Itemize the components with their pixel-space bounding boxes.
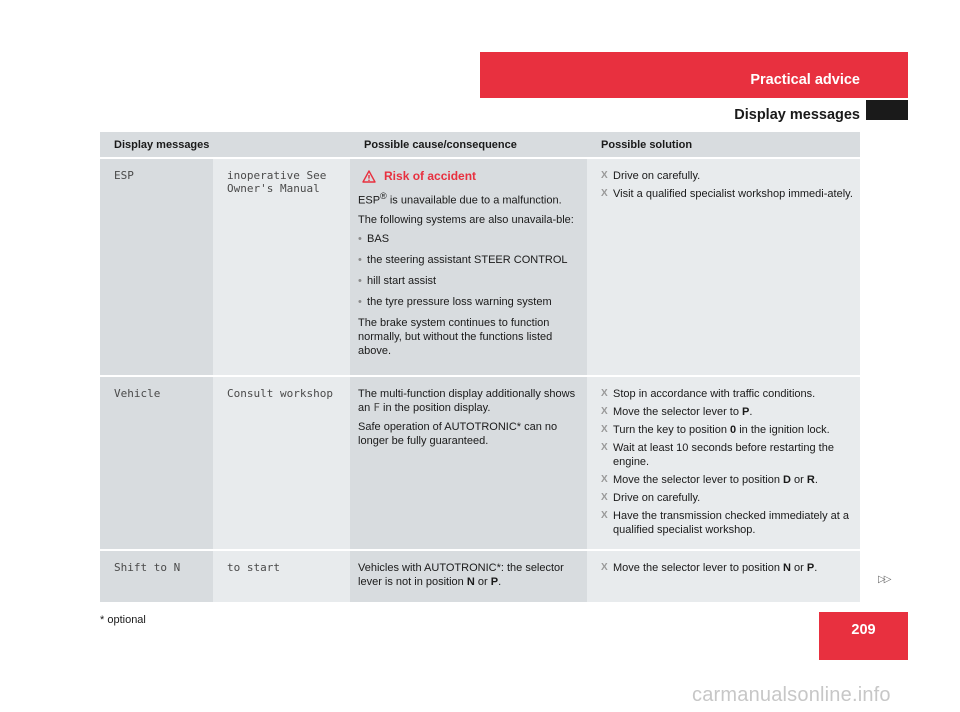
table-row (100, 551, 860, 604)
header-marker-block (866, 100, 908, 120)
warning-triangle-icon (362, 170, 376, 183)
cause-paragraph: The following systems are also unavaila-ble: (358, 213, 574, 226)
step-text: . (749, 406, 753, 418)
message-text: ESP (114, 169, 134, 182)
solution-steps (601, 561, 854, 575)
col-header-solution: Possible solution (587, 132, 860, 159)
step-position: 0 (730, 424, 737, 436)
step-text: Move the selector lever to (613, 406, 743, 418)
message-cell (100, 377, 213, 551)
cause-text: Vehicles with AUTOTRONIC*: the selector lever is not in position (358, 562, 564, 588)
cause-paragraph (358, 387, 581, 415)
solution-step: X Wait at least 10 seconds before restarting the engine. (601, 441, 854, 469)
solution-step: X Stop in accordance with traffic conditions. (601, 387, 854, 401)
list-item: • the steering assistant STEER CONTROL (358, 253, 581, 267)
solution-step (601, 423, 854, 437)
watermark: carmanualsonline.info (692, 684, 891, 706)
list-item: • BAS (358, 232, 581, 246)
cause-position: P (490, 576, 499, 588)
cause-text: or (474, 576, 491, 588)
solution-step (601, 405, 854, 419)
affected-systems-list (358, 232, 581, 309)
solution-step (601, 561, 854, 575)
table-header-row (100, 132, 860, 159)
solution-steps (601, 169, 854, 201)
message-detail-text: Consult workshop (227, 387, 333, 400)
step-text: Move the selector lever to position (613, 562, 783, 574)
display-messages-table (100, 132, 860, 604)
footnote: * optional (100, 614, 146, 626)
step-position: R (806, 474, 815, 486)
list-item: • the tyre pressure loss warning system (358, 295, 581, 309)
cause-text: . (498, 576, 502, 588)
cause-position: N (466, 576, 475, 588)
message-text: Vehicle (114, 387, 161, 400)
registered-mark: ® (380, 191, 387, 201)
solution-step: X Visit a qualified specialist workshop immedi-ately. (601, 187, 854, 201)
step-position: P (742, 406, 750, 418)
risk-warning (358, 169, 581, 183)
message-cell (100, 159, 213, 377)
step-text: or (790, 474, 807, 486)
message-detail-text: inoperative See Owner's Manual (227, 169, 327, 195)
table-row (100, 159, 860, 377)
step-text: or (790, 562, 807, 574)
step-text: Turn the key to position (613, 424, 731, 436)
solution-steps (601, 387, 854, 537)
step-text: . (814, 474, 818, 486)
continued-arrow-icon: ▷▷ (878, 574, 890, 585)
subsection-title: Display messages (734, 107, 860, 123)
solution-step (601, 473, 854, 487)
message-text: Shift to N (114, 561, 181, 574)
solution-cell (587, 377, 860, 551)
cause-cell (350, 377, 587, 551)
message-detail-cell (213, 551, 350, 604)
cause-cell (350, 159, 587, 377)
solution-cell (587, 159, 860, 377)
cause-text: is unavailable due to a malfunction. (386, 194, 562, 207)
position-code: F (373, 401, 380, 414)
page-number: 209 (819, 612, 908, 660)
solution-cell (587, 551, 860, 604)
cause-text: in the position display. (379, 402, 491, 414)
step-position: D (783, 474, 791, 486)
solution-step: X Have the transmission checked immediately at a qualified specialist workshop. (601, 509, 854, 537)
step-text: Move the selector lever to position (613, 474, 783, 486)
cause-text: ESP (358, 194, 381, 207)
list-item: • hill start assist (358, 274, 581, 288)
message-detail-cell (213, 159, 350, 377)
message-cell (100, 551, 213, 604)
cause-text: The multi-function display additionally shows an (358, 388, 576, 414)
cause-cell (350, 551, 587, 604)
warning-title: Risk of accident (384, 169, 477, 183)
col-header-display-messages: Display messages (100, 132, 350, 159)
step-text: . (814, 562, 818, 574)
section-title: Practical advice (750, 72, 860, 88)
solution-step: X Drive on carefully. (601, 491, 854, 505)
step-position: N (783, 562, 791, 574)
table-row (100, 377, 860, 551)
message-detail-cell (213, 377, 350, 551)
solution-step: X Drive on carefully. (601, 169, 854, 183)
section-header-bar (480, 52, 908, 98)
col-header-cause: Possible cause/consequence (350, 132, 587, 159)
step-text: in the ignition lock. (736, 424, 830, 436)
cause-paragraph (358, 561, 581, 589)
step-position: P (806, 562, 815, 574)
message-detail-text: to start (227, 561, 280, 574)
cause-paragraph (358, 189, 581, 208)
cause-paragraph: Safe operation of AUTOTRONIC* can no longer be fully guaranteed. (358, 421, 558, 447)
cause-paragraph: The brake system continues to function normally, but without the functions listed above. (358, 316, 553, 357)
